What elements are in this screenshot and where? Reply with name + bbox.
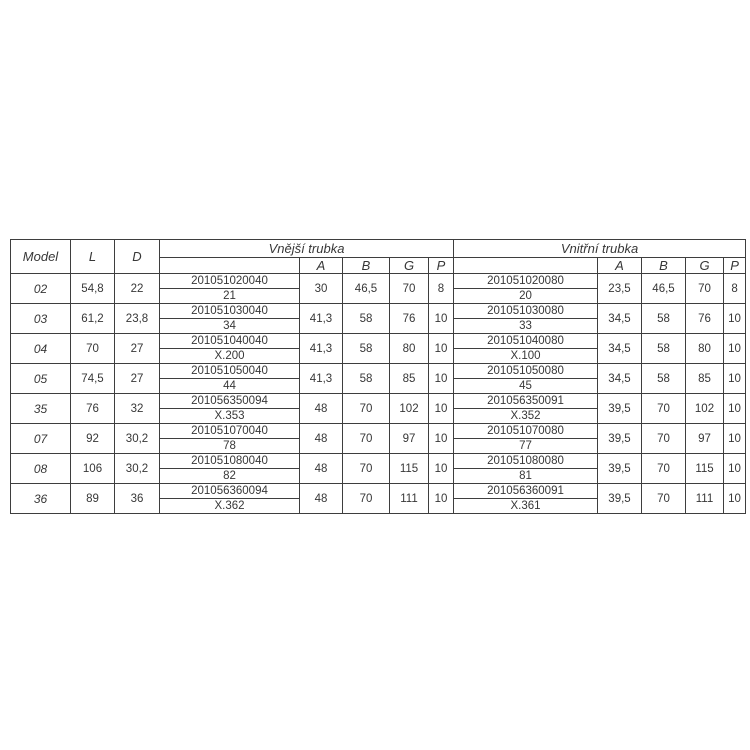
outer-part-number: 201051020040 bbox=[160, 274, 299, 289]
cell-outer-p: 10 bbox=[429, 394, 454, 424]
table-row bbox=[11, 304, 746, 334]
cell-d: 30,2 bbox=[115, 424, 160, 454]
col-header-d: D bbox=[115, 240, 160, 274]
cell-l: 61,2 bbox=[71, 304, 115, 334]
cell-l: 106 bbox=[71, 454, 115, 484]
cell-inner-part bbox=[454, 454, 598, 484]
table-row bbox=[11, 484, 746, 514]
cell-d: 27 bbox=[115, 364, 160, 394]
outer-col-header-a: A bbox=[300, 258, 343, 274]
cell-inner-g: 85 bbox=[686, 364, 724, 394]
outer-col-header-g: G bbox=[390, 258, 429, 274]
outer-part-number: 201051040040 bbox=[160, 334, 299, 349]
cell-inner-b: 70 bbox=[642, 484, 686, 514]
outer-part-code: X.362 bbox=[214, 499, 245, 512]
cell-inner-g: 111 bbox=[686, 484, 724, 514]
table-row bbox=[11, 394, 746, 424]
outer-part-code: 78 bbox=[223, 439, 236, 452]
cell-inner-part bbox=[454, 304, 598, 334]
inner-part-code: 81 bbox=[519, 469, 532, 482]
inner-part-number: 201051070080 bbox=[454, 424, 597, 439]
cell-inner-b: 46,5 bbox=[642, 274, 686, 304]
inner-part-code: X.352 bbox=[510, 409, 541, 422]
cell-inner-b: 58 bbox=[642, 304, 686, 334]
cell-inner-a: 34,5 bbox=[598, 334, 642, 364]
cell-outer-part bbox=[160, 364, 300, 394]
cell-inner-g: 70 bbox=[686, 274, 724, 304]
table-row bbox=[11, 424, 746, 454]
cell-outer-a: 48 bbox=[300, 484, 343, 514]
table-row bbox=[11, 454, 746, 484]
cell-outer-a: 30 bbox=[300, 274, 343, 304]
cell-outer-part bbox=[160, 454, 300, 484]
inner-part-code: 33 bbox=[519, 319, 532, 332]
cell-inner-a: 23,5 bbox=[598, 274, 642, 304]
cell-inner-a: 34,5 bbox=[598, 364, 642, 394]
cell-inner-b: 58 bbox=[642, 364, 686, 394]
outer-part-code: X.353 bbox=[214, 409, 245, 422]
outer-col-header-b: B bbox=[343, 258, 390, 274]
cell-model: 05 bbox=[11, 364, 71, 394]
cell-outer-b: 58 bbox=[343, 334, 390, 364]
inner-part-number: 201051020080 bbox=[454, 274, 597, 289]
cell-outer-p: 10 bbox=[429, 484, 454, 514]
cell-d: 32 bbox=[115, 394, 160, 424]
cell-outer-p: 10 bbox=[429, 364, 454, 394]
cell-d: 22 bbox=[115, 274, 160, 304]
outer-col-header-p: P bbox=[429, 258, 454, 274]
table-body bbox=[11, 274, 746, 514]
cell-l: 92 bbox=[71, 424, 115, 454]
cell-inner-g: 76 bbox=[686, 304, 724, 334]
cell-outer-g: 80 bbox=[390, 334, 429, 364]
cell-outer-p: 10 bbox=[429, 334, 454, 364]
inner-part-number: 201056350091 bbox=[454, 394, 597, 409]
cell-inner-b: 70 bbox=[642, 394, 686, 424]
cell-outer-g: 115 bbox=[390, 454, 429, 484]
cell-outer-g: 111 bbox=[390, 484, 429, 514]
cell-outer-g: 102 bbox=[390, 394, 429, 424]
col-header-l: L bbox=[71, 240, 115, 274]
cell-inner-b: 70 bbox=[642, 454, 686, 484]
cell-inner-p: 10 bbox=[724, 394, 746, 424]
cell-inner-part bbox=[454, 274, 598, 304]
inner-col-header-p: P bbox=[724, 258, 746, 274]
inner-part-code: 20 bbox=[519, 289, 532, 302]
cell-outer-g: 97 bbox=[390, 424, 429, 454]
cell-inner-a: 39,5 bbox=[598, 484, 642, 514]
cell-inner-g: 80 bbox=[686, 334, 724, 364]
cell-model: 36 bbox=[11, 484, 71, 514]
inner-part-number: 201051050080 bbox=[454, 364, 597, 379]
inner-part-code: X.100 bbox=[510, 349, 541, 362]
group-header-row bbox=[11, 240, 746, 258]
table-row bbox=[11, 364, 746, 394]
cell-outer-part bbox=[160, 274, 300, 304]
cell-outer-a: 48 bbox=[300, 454, 343, 484]
outer-part-column-header bbox=[160, 258, 300, 274]
cell-outer-g: 85 bbox=[390, 364, 429, 394]
cell-outer-a: 41,3 bbox=[300, 364, 343, 394]
cell-model: 04 bbox=[11, 334, 71, 364]
outer-part-number: 201051080040 bbox=[160, 454, 299, 469]
cell-outer-part bbox=[160, 484, 300, 514]
cell-outer-p: 8 bbox=[429, 274, 454, 304]
tube-dimensions-table bbox=[10, 239, 746, 514]
outer-part-code: 21 bbox=[223, 289, 236, 302]
cell-d: 27 bbox=[115, 334, 160, 364]
cell-inner-part bbox=[454, 394, 598, 424]
cell-inner-p: 10 bbox=[724, 364, 746, 394]
cell-outer-part bbox=[160, 394, 300, 424]
cell-outer-g: 70 bbox=[390, 274, 429, 304]
cell-inner-p: 10 bbox=[724, 334, 746, 364]
cell-outer-a: 48 bbox=[300, 424, 343, 454]
inner-part-code: 77 bbox=[519, 439, 532, 452]
cell-inner-a: 39,5 bbox=[598, 394, 642, 424]
cell-model: 02 bbox=[11, 274, 71, 304]
outer-tube-group-header: Vnější trubka bbox=[160, 240, 454, 258]
outer-part-number: 201056350094 bbox=[160, 394, 299, 409]
outer-part-code: 44 bbox=[223, 379, 236, 392]
cell-l: 54,8 bbox=[71, 274, 115, 304]
cell-outer-b: 46,5 bbox=[343, 274, 390, 304]
cell-outer-b: 58 bbox=[343, 364, 390, 394]
cell-l: 74,5 bbox=[71, 364, 115, 394]
inner-tube-group-header: Vnitřní trubka bbox=[454, 240, 746, 258]
inner-part-column-header bbox=[454, 258, 598, 274]
col-header-model: Model bbox=[11, 240, 71, 274]
cell-inner-a: 39,5 bbox=[598, 424, 642, 454]
cell-inner-part bbox=[454, 334, 598, 364]
cell-outer-b: 70 bbox=[343, 394, 390, 424]
outer-part-number: 201051070040 bbox=[160, 424, 299, 439]
cell-outer-p: 10 bbox=[429, 304, 454, 334]
table-row bbox=[11, 274, 746, 304]
cell-inner-b: 70 bbox=[642, 424, 686, 454]
outer-part-code: 82 bbox=[223, 469, 236, 482]
cell-inner-p: 10 bbox=[724, 484, 746, 514]
inner-part-number: 201051040080 bbox=[454, 334, 597, 349]
cell-d: 23,8 bbox=[115, 304, 160, 334]
cell-inner-a: 34,5 bbox=[598, 304, 642, 334]
cell-d: 30,2 bbox=[115, 454, 160, 484]
cell-outer-a: 41,3 bbox=[300, 304, 343, 334]
inner-col-header-a: A bbox=[598, 258, 642, 274]
cell-model: 35 bbox=[11, 394, 71, 424]
table-row bbox=[11, 334, 746, 364]
cell-inner-g: 97 bbox=[686, 424, 724, 454]
cell-l: 70 bbox=[71, 334, 115, 364]
outer-part-number: 201051030040 bbox=[160, 304, 299, 319]
inner-col-header-g: G bbox=[686, 258, 724, 274]
cell-l: 89 bbox=[71, 484, 115, 514]
cell-inner-p: 8 bbox=[724, 274, 746, 304]
cell-inner-g: 115 bbox=[686, 454, 724, 484]
inner-part-number: 201051080080 bbox=[454, 454, 597, 469]
cell-outer-p: 10 bbox=[429, 424, 454, 454]
cell-outer-b: 70 bbox=[343, 424, 390, 454]
inner-part-code: X.361 bbox=[510, 499, 541, 512]
cell-d: 36 bbox=[115, 484, 160, 514]
cell-outer-p: 10 bbox=[429, 454, 454, 484]
cell-model: 03 bbox=[11, 304, 71, 334]
cell-inner-part bbox=[454, 424, 598, 454]
cell-outer-a: 41,3 bbox=[300, 334, 343, 364]
cell-outer-b: 70 bbox=[343, 454, 390, 484]
inner-part-number: 201056360091 bbox=[454, 484, 597, 499]
cell-inner-p: 10 bbox=[724, 454, 746, 484]
cell-outer-part bbox=[160, 424, 300, 454]
cell-inner-p: 10 bbox=[724, 304, 746, 334]
cell-inner-part bbox=[454, 364, 598, 394]
inner-part-number: 201051030080 bbox=[454, 304, 597, 319]
inner-part-code: 45 bbox=[519, 379, 532, 392]
cell-outer-b: 58 bbox=[343, 304, 390, 334]
cell-inner-b: 58 bbox=[642, 334, 686, 364]
outer-part-number: 201051050040 bbox=[160, 364, 299, 379]
outer-part-code: 34 bbox=[223, 319, 236, 332]
cell-inner-part bbox=[454, 484, 598, 514]
cell-model: 07 bbox=[11, 424, 71, 454]
cell-model: 08 bbox=[11, 454, 71, 484]
inner-col-header-b: B bbox=[642, 258, 686, 274]
cell-outer-g: 76 bbox=[390, 304, 429, 334]
cell-outer-a: 48 bbox=[300, 394, 343, 424]
cell-inner-p: 10 bbox=[724, 424, 746, 454]
cell-inner-a: 39,5 bbox=[598, 454, 642, 484]
outer-part-code: X.200 bbox=[214, 349, 245, 362]
cell-outer-b: 70 bbox=[343, 484, 390, 514]
cell-outer-part bbox=[160, 304, 300, 334]
cell-inner-g: 102 bbox=[686, 394, 724, 424]
cell-l: 76 bbox=[71, 394, 115, 424]
cell-outer-part bbox=[160, 334, 300, 364]
outer-part-number: 201056360094 bbox=[160, 484, 299, 499]
